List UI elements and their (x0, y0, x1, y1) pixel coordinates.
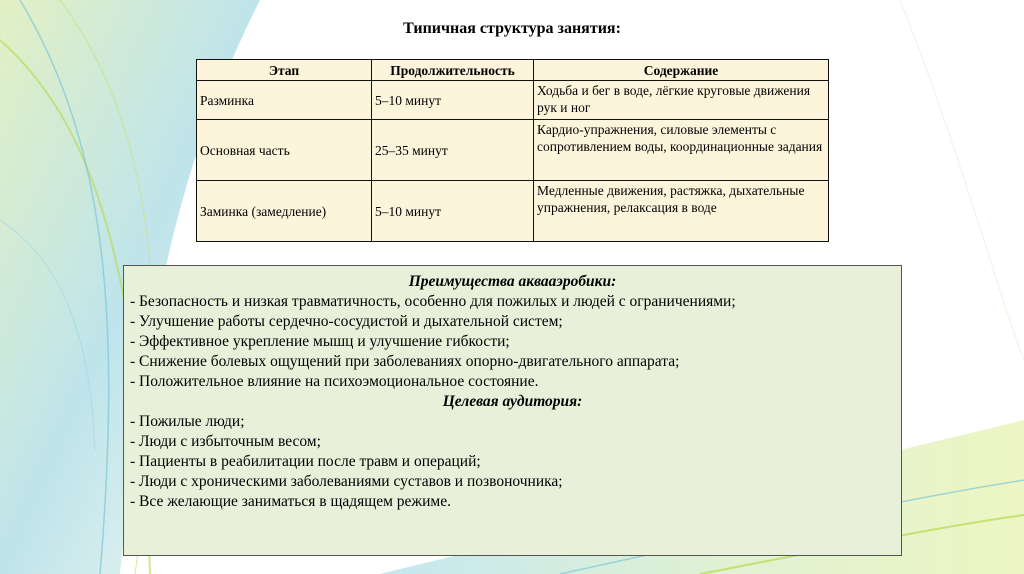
benefits-audience-box (123, 265, 902, 556)
content-cell: Медленные движения, растяжка, дыхательные упражнения, релаксация в воде (534, 181, 829, 242)
benefits-heading: Преимущества аквааэробики: (408, 273, 617, 290)
content-cell: Кардио-упражнения, силовые элементы с сопротивлением воды, координационные задания (534, 120, 829, 181)
slide-title: Типичная структура занятия: (403, 20, 621, 37)
benefit-item: - Улучшение работы сердечно-сосудистой и дыхательной систем; (130, 313, 563, 330)
table-row (197, 81, 829, 120)
benefit-item: - Эффективное укрепление мышц и улучшение гибкости; (130, 333, 510, 350)
benefit-item: - Безопасность и низкая травматичность, особенно для пожилых и людей с ограничениями; (130, 293, 736, 310)
lesson-structure-table (196, 59, 829, 242)
audience-item: - Пожилые люди; (130, 413, 245, 430)
content-cell: Ходьба и бег в воде, лёгкие круговые движения рук и ног (534, 81, 829, 120)
table-header-row (197, 60, 829, 81)
stage-cell: Заминка (замедление) (197, 181, 372, 242)
duration-cell: 5–10 минут (372, 181, 534, 242)
stage-cell: Разминка (197, 81, 372, 120)
stage-cell: Основная часть (197, 120, 372, 181)
table-row (197, 120, 829, 181)
audience-item: - Люди с избыточным весом; (130, 433, 321, 450)
header-content: Содержание (534, 60, 829, 81)
benefit-item: - Положительное влияние на психоэмоциональное состояние. (130, 373, 539, 390)
header-stage: Этап (197, 60, 372, 81)
audience-item: - Все желающие заниматься в щадящем режиме. (130, 493, 451, 510)
duration-cell: 25–35 минут (372, 120, 534, 181)
benefit-item: - Снижение болевых ощущений при заболеваниях опорно-двигательного аппарата; (130, 353, 680, 370)
table-row (197, 181, 829, 242)
header-duration: Продолжительность (372, 60, 534, 81)
duration-cell: 5–10 минут (372, 81, 534, 120)
audience-item: - Люди с хроническими заболеваниями суставов и позвоночника; (130, 473, 563, 490)
audience-item: - Пациенты в реабилитации после травм и операций; (130, 453, 481, 470)
audience-heading: Целевая аудитория: (442, 393, 583, 410)
